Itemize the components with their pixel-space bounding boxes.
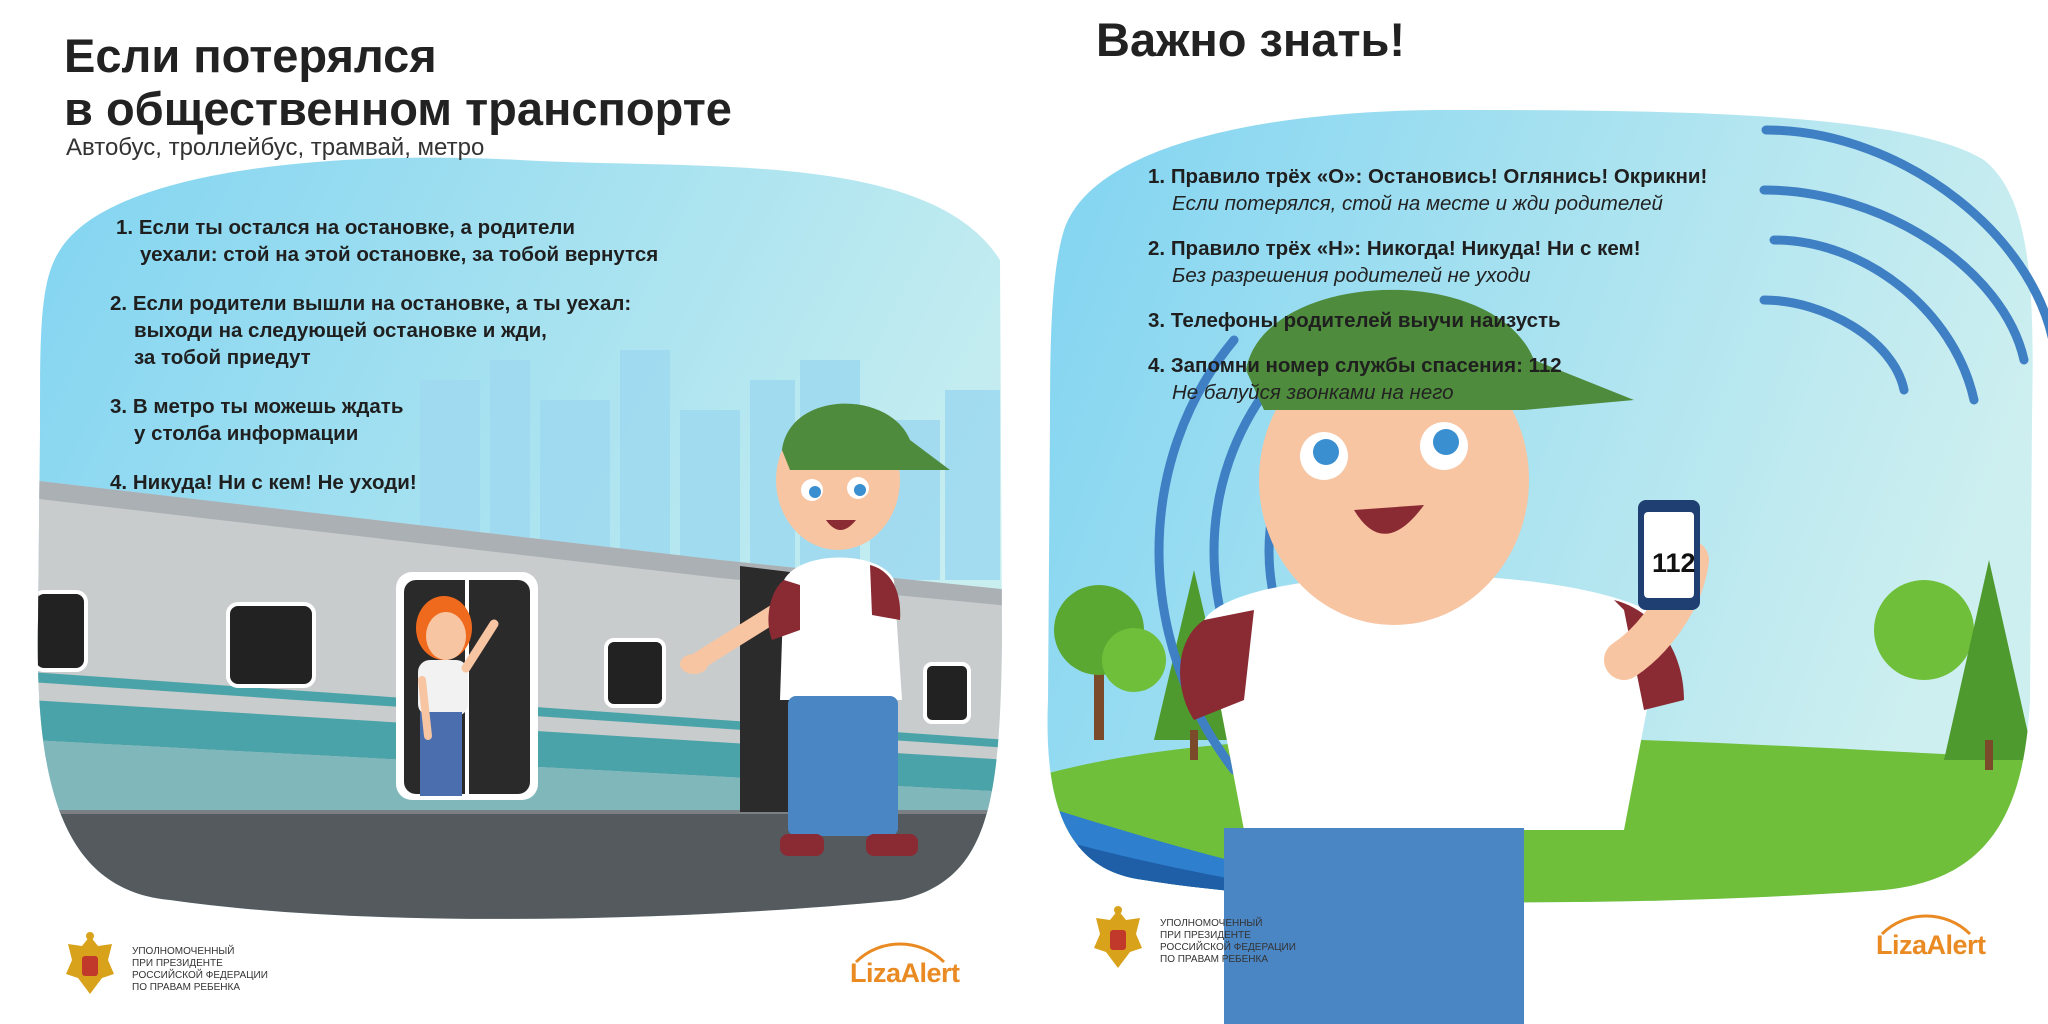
rule-text: Если ты остался на остановке, а родители xyxy=(138,216,576,239)
org-label xyxy=(132,946,268,994)
lizaalert-logo: LizaAlert xyxy=(850,958,960,988)
org-line: РОССИЙСКОЙ ФЕДЕРАЦИИ xyxy=(132,970,268,981)
org-line: РОССИЙСКОЙ ФЕДЕРАЦИИ xyxy=(1160,942,1296,953)
list-item xyxy=(110,290,716,371)
rule-text: Телефоны родителей выучи наизусть xyxy=(1170,309,1561,332)
right-panel xyxy=(1024,0,2048,1024)
org-line: УПОЛНОМОЧЕННЫЙ xyxy=(1160,918,1263,929)
rule-number: 1. xyxy=(1148,165,1166,188)
list-item xyxy=(1148,352,1728,406)
rule-text: Запомни номер службы спасения: 112 xyxy=(1170,354,1562,377)
coat-of-arms-icon xyxy=(62,930,118,998)
important-title: Важно знать! xyxy=(1096,13,1406,66)
rule-number: 4. xyxy=(1148,354,1166,377)
list-item xyxy=(1148,163,1728,217)
rule-number: 1. xyxy=(116,216,134,239)
rule-text: у столба информации xyxy=(134,422,359,445)
rule-note: Не балуйся звонками на него xyxy=(1172,381,1454,404)
list-item xyxy=(116,214,716,268)
org-line: ПРИ ПРЕЗИДЕНТЕ xyxy=(132,958,223,969)
org-line: ПО ПРАВАМ РЕБЕНКА xyxy=(132,982,241,993)
rule-number: 4. xyxy=(110,471,128,494)
safety-rules-list xyxy=(1148,163,1728,424)
rule-text: В метро ты можешь ждать xyxy=(132,395,404,418)
transport-rules-list xyxy=(110,214,716,518)
list-item xyxy=(1148,235,1728,289)
rule-note: Если потерялся, стой на месте и жди родителей xyxy=(1172,192,1663,215)
phone-screen-number: 112 xyxy=(1652,548,1696,578)
rule-text: за тобой приедут xyxy=(134,346,311,369)
list-item xyxy=(110,469,716,496)
list-item xyxy=(1148,307,1728,334)
rule-number: 3. xyxy=(1148,309,1166,332)
rule-text: Если родители вышли на остановке, а ты уехал: xyxy=(132,292,632,315)
rule-note: Без разрешения родителей не уходи xyxy=(1172,264,1531,287)
rule-number: 3. xyxy=(110,395,128,418)
org-line: УПОЛНОМОЧЕННЫЙ xyxy=(132,946,235,957)
rule-text: уехали: стой на этой остановке, за тобой вернутся xyxy=(140,243,659,266)
page-title xyxy=(64,30,732,135)
coat-of-arms-icon xyxy=(1090,904,1146,972)
org-line: ПРИ ПРЕЗИДЕНТЕ xyxy=(1160,930,1251,941)
important-info-illustration xyxy=(1024,0,2048,1024)
rule-text: Никуда! Ни с кем! Не уходи! xyxy=(132,471,417,494)
org-line: ПО ПРАВАМ РЕБЕНКА xyxy=(1160,954,1269,965)
rule-text: выходи на следующей остановке и жди, xyxy=(134,319,547,342)
list-item xyxy=(110,393,716,447)
transport-types-subtitle: Автобус, троллейбус, трамвай, метро xyxy=(66,134,485,161)
title-line-2: в общественном транспорте xyxy=(64,81,732,135)
title-line-1: Если потерялся xyxy=(64,29,437,82)
rule-text: Правило трёх «Н»: Никогда! Никуда! Ни с кем! xyxy=(1170,237,1641,260)
org-label xyxy=(1160,918,1296,966)
rule-text: Правило трёх «О»: Остановись! Оглянись! Окрикни! xyxy=(1170,165,1708,188)
rule-number: 2. xyxy=(110,292,128,315)
rule-number: 2. xyxy=(1148,237,1166,260)
lizaalert-logo: LizaAlert xyxy=(1876,930,1986,960)
